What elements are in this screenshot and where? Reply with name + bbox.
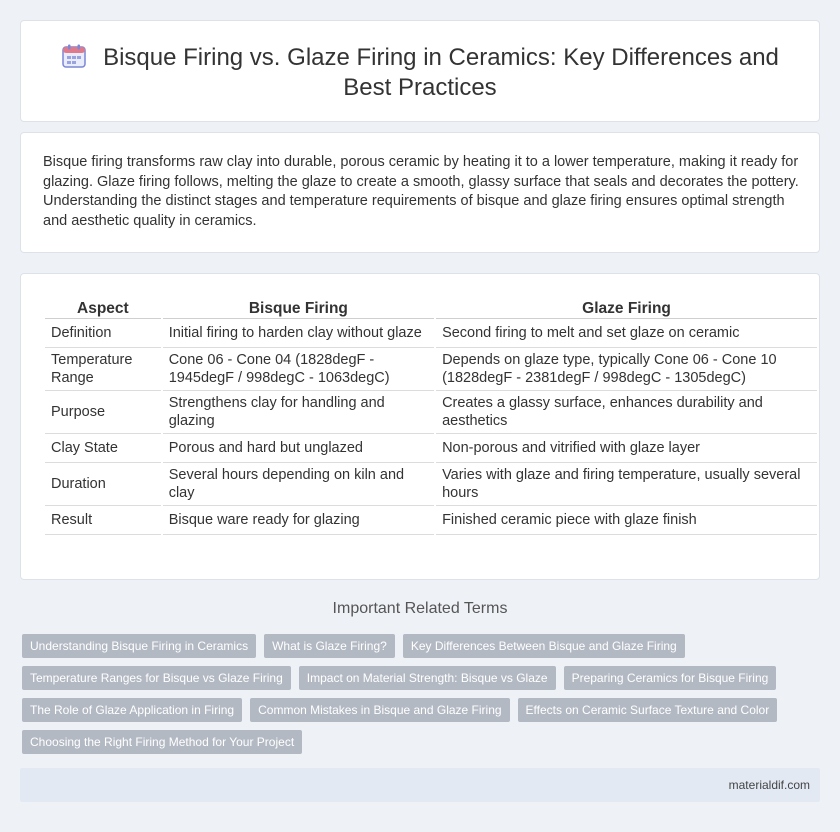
comparison-table-card bbox=[20, 273, 820, 580]
table-cell: Creates a glassy surface, enhances durability and aesthetics bbox=[436, 391, 817, 434]
table-cell: Duration bbox=[45, 463, 161, 506]
related-terms-list bbox=[22, 634, 802, 754]
related-term-link[interactable]: Key Differences Between Bisque and Glaze Firing bbox=[403, 634, 685, 658]
related-term-link[interactable]: Impact on Material Strength: Bisque vs Glaze bbox=[299, 666, 556, 690]
header-bisque: Bisque Firing bbox=[163, 294, 434, 319]
table-cell: Result bbox=[45, 506, 161, 535]
table-cell: Porous and hard but unglazed bbox=[163, 434, 434, 463]
intro-paragraph: Bisque firing transforms raw clay into durable, porous ceramic by heating it to a lower temperature, making it ready for glazing. Glaze firing follows, melting the glaze to create a smooth, glassy surface that seals and decorates the pottery. Understanding the distinct stages and temperature requirements of bisque and glaze firing ensures optimal strength and aesthetic quality in ceramics. bbox=[43, 154, 799, 229]
table-cell: Several hours depending on kiln and clay bbox=[163, 463, 434, 506]
footer-site: materialdif.com bbox=[728, 778, 810, 792]
table-cell: Cone 06 - Cone 04 (1828degF - 1945degF / 998degC - 1063degC) bbox=[163, 348, 434, 391]
related-term-link[interactable]: Understanding Bisque Firing in Ceramics bbox=[22, 634, 256, 658]
table-row bbox=[45, 434, 817, 463]
page-title-wrap bbox=[61, 43, 779, 103]
table-header-row bbox=[45, 294, 817, 319]
related-term-link[interactable]: The Role of Glaze Application in Firing bbox=[22, 698, 242, 722]
table-cell: Bisque ware ready for glazing bbox=[163, 506, 434, 535]
table-cell: Finished ceramic piece with glaze finish bbox=[436, 506, 817, 535]
table-row bbox=[45, 506, 817, 535]
page-title: Bisque Firing vs. Glaze Firing in Ceramics: Key Differences and Best Practices bbox=[103, 44, 779, 101]
calendar-icon bbox=[61, 43, 87, 69]
table-cell: Varies with glaze and firing temperature, usually several hours bbox=[436, 463, 817, 506]
table-row bbox=[45, 319, 817, 348]
header-aspect: Aspect bbox=[45, 294, 161, 319]
header-glaze: Glaze Firing bbox=[436, 294, 817, 319]
related-terms-title: Important Related Terms bbox=[332, 600, 508, 617]
related-term-link[interactable]: Choosing the Right Firing Method for Your Project bbox=[22, 730, 302, 754]
table-cell: Temperature Range bbox=[45, 348, 161, 391]
intro-card bbox=[20, 132, 820, 253]
related-term-link[interactable]: Preparing Ceramics for Bisque Firing bbox=[564, 666, 777, 690]
comparison-table bbox=[43, 294, 819, 535]
footer-bar bbox=[20, 768, 820, 802]
table-cell: Non-porous and vitrified with glaze layer bbox=[436, 434, 817, 463]
table-cell: Purpose bbox=[45, 391, 161, 434]
table-cell: Second firing to melt and set glaze on ceramic bbox=[436, 319, 817, 348]
table-cell: Depends on glaze type, typically Cone 06 - Cone 10 (1828degF - 2381degF / 998degC - 1305degC) bbox=[436, 348, 817, 391]
title-card bbox=[20, 20, 820, 122]
table-cell: Clay State bbox=[45, 434, 161, 463]
table-row bbox=[45, 463, 817, 506]
table-cell: Strengthens clay for handling and glazing bbox=[163, 391, 434, 434]
related-term-link[interactable]: Common Mistakes in Bisque and Glaze Firing bbox=[250, 698, 509, 722]
table-row bbox=[45, 391, 817, 434]
table-cell: Initial firing to harden clay without glaze bbox=[163, 319, 434, 348]
related-term-link[interactable]: Temperature Ranges for Bisque vs Glaze Firing bbox=[22, 666, 291, 690]
related-term-link[interactable]: Effects on Ceramic Surface Texture and Color bbox=[518, 698, 778, 722]
table-row bbox=[45, 348, 817, 391]
related-term-link[interactable]: What is Glaze Firing? bbox=[264, 634, 395, 658]
table-cell: Definition bbox=[45, 319, 161, 348]
